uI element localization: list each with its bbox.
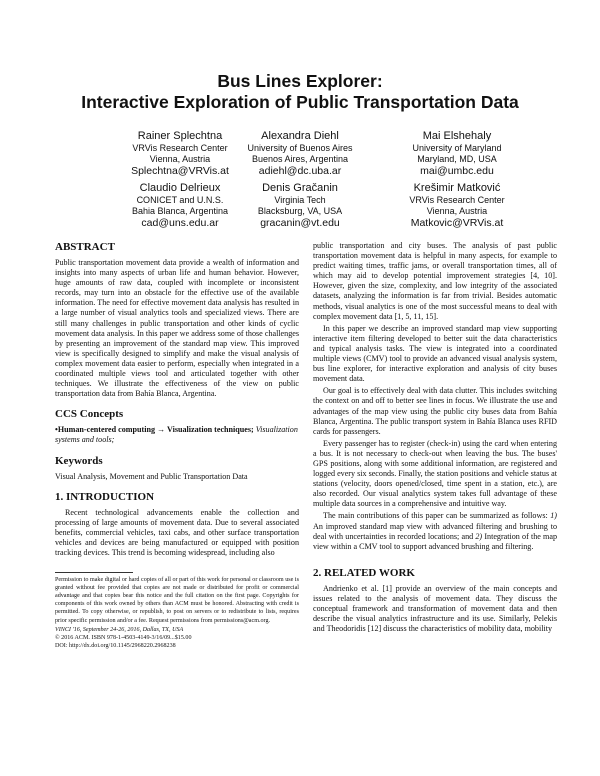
introduction-paragraph: public transportation and city buses. The analysis of past public transportation movement data is helpful in many aspects, for example to predict waiting times, traffic jams, or overall transportation times, all of which may aid to develop potential improvement strategies [4, 10]. However, given the size, complexity, and low integrity of the associated datasets, analyzing the information is far from trivial. Besides automatic methods, visual analytics is one of the most successful means to deal with complex movement data [1, 5, 11, 15]. — [313, 241, 557, 321]
author-block — [367, 182, 547, 230]
introduction-paragraph: Recent technological advancements enable the collection and processing of large amounts of movement data. Due to several associated benefits, commercial vehicles, taxi cabs, and other surface transportation vehicles and devices are being manufactured or equipped with position tracking devices. This trend is becoming widespread, including also — [55, 507, 299, 557]
author-name: Denis Gračanin — [262, 182, 338, 194]
author-affiliation: University of Buenos Aires — [247, 143, 353, 153]
keywords-text: Visual Analysis, Movement and Public Transportation Data — [55, 471, 248, 481]
author-email: mai@umbc.edu — [420, 165, 494, 177]
author-email: gracanin@vt.edu — [260, 217, 340, 229]
venue-line: VINCI '16, September 24-26, 2016, Dallas, TX, USA — [55, 626, 184, 633]
author-name: Krešimir Matković — [413, 182, 501, 194]
author-affiliation: University of Maryland — [412, 143, 502, 153]
ccs-concept: •Human-centered computing → Visualization techniques; — [55, 425, 254, 435]
author-email: cad@uns.edu.ar — [141, 217, 219, 229]
permission-notice: Permission to make digital or hard copies of all or part of this work for personal or classroom use is granted without fee provided that copies are not made or distributed for profit or commercial advantage and that copies bear this notice and the full citation on the first page. Copyrights for components of this work owned by others than ACM must be honored. Abstracting with credit is permitted. To copy otherwise, or republish, to post on servers or to redistribute to lists, requires prior specific permission and/or a fee. Request permissions from permissions@acm.org. — [55, 577, 299, 624]
abstract-text: Public transportation movement data provide a wealth of information and insights into many aspects of urban life and human behavior. However, huge amounts of raw data, coupled with incomplete or inconsistent records, may turn into an obstacle for the effective use of the available information. The need for effective movement data analysis has resulted in a large number of visual analytics tools and specialized views. There are still many challenges in public transportation and other kinds of cyclic movement data analysis. In this paper we address some of those challenges by presenting an improvement of the standard map view. This improved view is specifically designed to simplify and make the visual analysis of complex movement data easier to perform, especially when integrated in a coordinated multiple views tool and articulated together with other techniques. We illustrate the effectiveness of the view on public transportation data from Bahía Blanca, Argentina. — [55, 258, 299, 399]
author-block — [210, 182, 390, 230]
author-name: Rainer Splechtna — [137, 130, 223, 142]
author-affiliation: VRVis Research Center — [132, 143, 228, 153]
introduction-heading: 1. INTRODUCTION — [55, 490, 155, 503]
left-column — [55, 241, 299, 650]
author-email: Splechtna@VRVis.at — [131, 165, 229, 177]
author-name: Alexandra Diehl — [261, 130, 339, 142]
author-location: Blacksburg, VA, USA — [257, 206, 343, 216]
related-work-paragraph: Andrienko et al. [1] provide an overview of the main concepts and issues related to the analysis of movement data. They discuss the conceptual framework and transformation of movement data and then describe the visual analytics infrastructure and its use. Similarly, Pelekis and Theodoridis [12] discuss the characteristics of mobility data, mobility — [313, 583, 557, 634]
author-block — [367, 130, 547, 178]
copyright-line: © 2016 ACM. ISBN 978-1-4503-4149-3/16/09...$15.00 — [55, 634, 192, 641]
contribution-text: Integration of the map view within a CMV tool to support advanced brushing and filtering. — [313, 531, 557, 551]
author-email: adiehl@dc.uba.ar — [258, 165, 342, 177]
contribution-text: An improved standard map view with advanced filtering and brushing to deal with uncertainties in recorded locations; and — [313, 521, 557, 541]
author-email: Matkovic@VRVis.at — [410, 217, 504, 229]
author-affiliation: VRVis Research Center — [409, 195, 505, 205]
author-affiliation: CONICET and U.N.S. — [136, 195, 224, 205]
doi-line: DOI: http://dx.doi.org/10.1145/2968220.2968238 — [55, 642, 176, 649]
author-location: Vienna, Austria — [149, 154, 211, 164]
author-name: Mai Elshehaly — [422, 130, 492, 142]
author-block — [210, 130, 390, 178]
related-work-heading: 2. RELATED WORK — [313, 566, 415, 579]
paper-title-line-1: Bus Lines Explorer: — [217, 71, 383, 91]
introduction-paragraph: In this paper we describe an improved standard map view supporting interactive item filtering developed to better suit the data characteristics and typical analysis tasks. The view is integrated into a coordinated multiple views (CMV) tool to provide an advanced visual analysis system, bus line explorer, for interactive exploration and analysis of city buses movement data. — [313, 323, 557, 384]
author-name: Claudio Delrieux — [139, 182, 221, 194]
paper-title-line-2: Interactive Exploration of Public Transportation Data — [81, 92, 519, 112]
contribution-marker: 1) — [550, 511, 557, 521]
ccs-concept-italic: Visualization systems and tools; — [55, 425, 298, 445]
author-location: Bahia Blanca, Argentina — [131, 206, 229, 216]
author-location: Vienna, Austria — [426, 206, 488, 216]
introduction-paragraph: Our goal is to effectively deal with data clutter. This includes switching the context on and off to better see lines in focus. We illustrate the use and advantages of the map view using the public city buses data from Bahía Blanca, Argentina. The public transport system in Bahía Blanca uses RFID cards for passengers. — [313, 386, 557, 436]
contributions-paragraph — [313, 511, 557, 551]
author-location: Maryland, MD, USA — [417, 154, 497, 164]
keywords-heading: Keywords — [55, 454, 103, 467]
abstract-heading: ABSTRACT — [55, 241, 115, 253]
author-affiliation: Virginia Tech — [274, 195, 326, 205]
footnote-separator — [55, 572, 133, 573]
contributions-lead: The main contributions of this paper can be summarized as follows: — [323, 511, 551, 521]
author-location: Buenos Aires, Argentina — [251, 154, 349, 164]
contribution-marker: 2) — [475, 531, 483, 541]
right-column — [313, 241, 557, 634]
ccs-text — [55, 425, 299, 445]
introduction-paragraph: Every passenger has to register (check-in) using the card when entering a bus. It is not necessary to check-out when leaving the bus. The buses' GPS positions, along with some additional information, are registered and logged every six seconds. Finally, the station positions and vehicle status at stations (velocity, doors opened/closed, time spent in a station, etc.), are also recorded. Our visual analytics system takes full advantage of these multiple data sources in a comprehensive and intuitive way. — [313, 438, 557, 509]
ccs-heading: CCS Concepts — [55, 408, 124, 421]
